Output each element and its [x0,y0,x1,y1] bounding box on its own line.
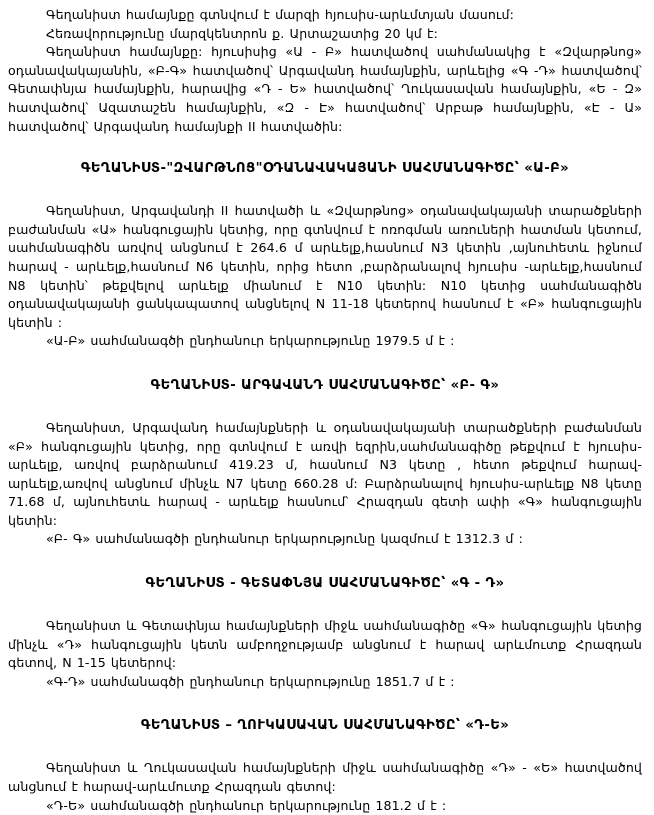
intro-distance-paragraph: Հեռավորությունը մարզկենտրոն ք. Արտաշատից 20 կմ է: [46,25,438,41]
intro-location-paragraph: Գեղանիստ համայնքը գտնվում է մարզի հյուսիս-արևմտյան մասում: [46,7,514,22]
intro-borders-paragraph: Գեղանիստ համայնքը: հյուսիսից «Ա - Բ» հատվածով սահմանակից է «Զվարթնոց» օդանավակայանին, «Բ-Գ» հատվածով՝ Արգավանդ համայնքին, արևելից «Գ -Դ» հատվածով՝ Գետափնյա համայնքին, հարավից «Դ - Ե» հատվածով՝ Ղուկասավան համայնքին, «Ե - Զ» հատվածով՝ Ազատաշեն համայնքին, «Զ - Է» հատվածով՝ Արբաթ համայնքին, «Է - Ա» հատվածով՝ Արգավանդ համայնքի II հատվածին: [8,44,642,134]
section-total-length-ab: «Ա-Բ» սահմանագծի ընդհանուր երկարությունը 1979.5 մ է : [46,333,455,349]
section-total-length-bg: «Բ- Գ» սահմանագծի ընդհանուր երկարությունը կազմում է 1312.3 մ : [46,531,523,547]
section-body-gd: Գեղանիստ և Գետափնյա համայնքների միջև սահմանագիծը «Գ» հանգուցային կետից մինչև «Դ» հանգուցային կետն ամբողջությամբ անցնում է հարավ արևմուտք Հրազդան գետով, N 1-15 կետերով: [8,618,642,671]
section-body-bg: Գեղանիստ, Արգավանդ համայնքների և օդանավակայանի տարածքների բաժանման «Բ» հանգուցային կետից, որը գտնվում է առվի եզրին,սահմանագիծը թեքվում է հյուսիս- արևելք, առվով բարձրանում 419.23 մ, հասնում N3 կետը , հետո թեքվում հարավ-արևելք,առվով անցնում մինչև N7 կետը 660.28 մ: Բարձրանալով հյուսիս-արևելք N8 կետը 71.68 մ, այնուհետև հարավ - արևելք հասնում՝ Հրազդան գետի ափի «Գ» հանգուցային կետին: [8,419,642,528]
section-heading-ghukasavan-de: ԳԵՂԱՆԻՍՏ – ՂՈՒԿԱՍԱՎԱՆ ՍԱՀՄԱՆԱԳԻԾԸ՝ «Դ-Ե» [140,718,510,734]
section-total-length-de: «Դ-Ե» սահմանագծի ընդհանուր երկարությունը 181.2 մ է : [46,797,447,813]
section-body-de: Գեղանիստ և Ղուկասավան համայնքների միջև սահմանագիծը «Դ» - «Ե» հատվածով անցնում է հարավ-արևմուտք Հրազդան գետով: [8,760,642,795]
section-heading-getapnya-gd: ԳԵՂԱՆԻՍՏ - ԳԵՏԱՓՆՅԱ ՍԱՀՄԱՆԱԳԻԾԸ՝ «Գ - Դ» [145,576,505,592]
section-body-ab: Գեղանիստ, Արգավանդի II հատվածի և «Զվարթնոց» օդանավակայանի տարածքների բաժանման «Ա» հանգուցային կետից, որը գտնվում է ոռոգման առուների հատման կետում, սահմանագիծն առվով անցնում է 264.6 մ արևելք,հասնում N3 կետին ,այնուհետև իջնում հարավ - արևելք,հասնում N6 կետին, որից հետո ,բարձրանալով հյուսիս -արևելք,հասնում N8 կետին՝ թեքվելով արևելք միանում է N10 կետին: N10 կետից սահմանագիծն օդանավակայանի ցանկապատով անցնելով N 11-18 կետերով հասնում է «Բ» հանգուցային կետին : [8,203,642,330]
section-heading-zvartnots-ab: ԳԵՂԱՆԻՍՏ-"ԶՎԱՐԹՆՈՑ"ՕԴԱՆԱՎԱԿԱՅԱՆԻ ՍԱՀՄԱՆԱԳԻԾԸ՝ «Ա-Բ» [80,161,570,177]
section-heading-argavand-bg: ԳԵՂԱՆԻՍՏ- ԱՐԳԱՎԱՆԴ ՍԱՀՄԱՆԱԳԻԾԸ՝ «Բ- Գ» [150,377,500,393]
section-total-length-gd: «Գ-Դ» սահմանագծի ընդհանուր երկարությունը 1851.7 մ է : [46,673,455,689]
